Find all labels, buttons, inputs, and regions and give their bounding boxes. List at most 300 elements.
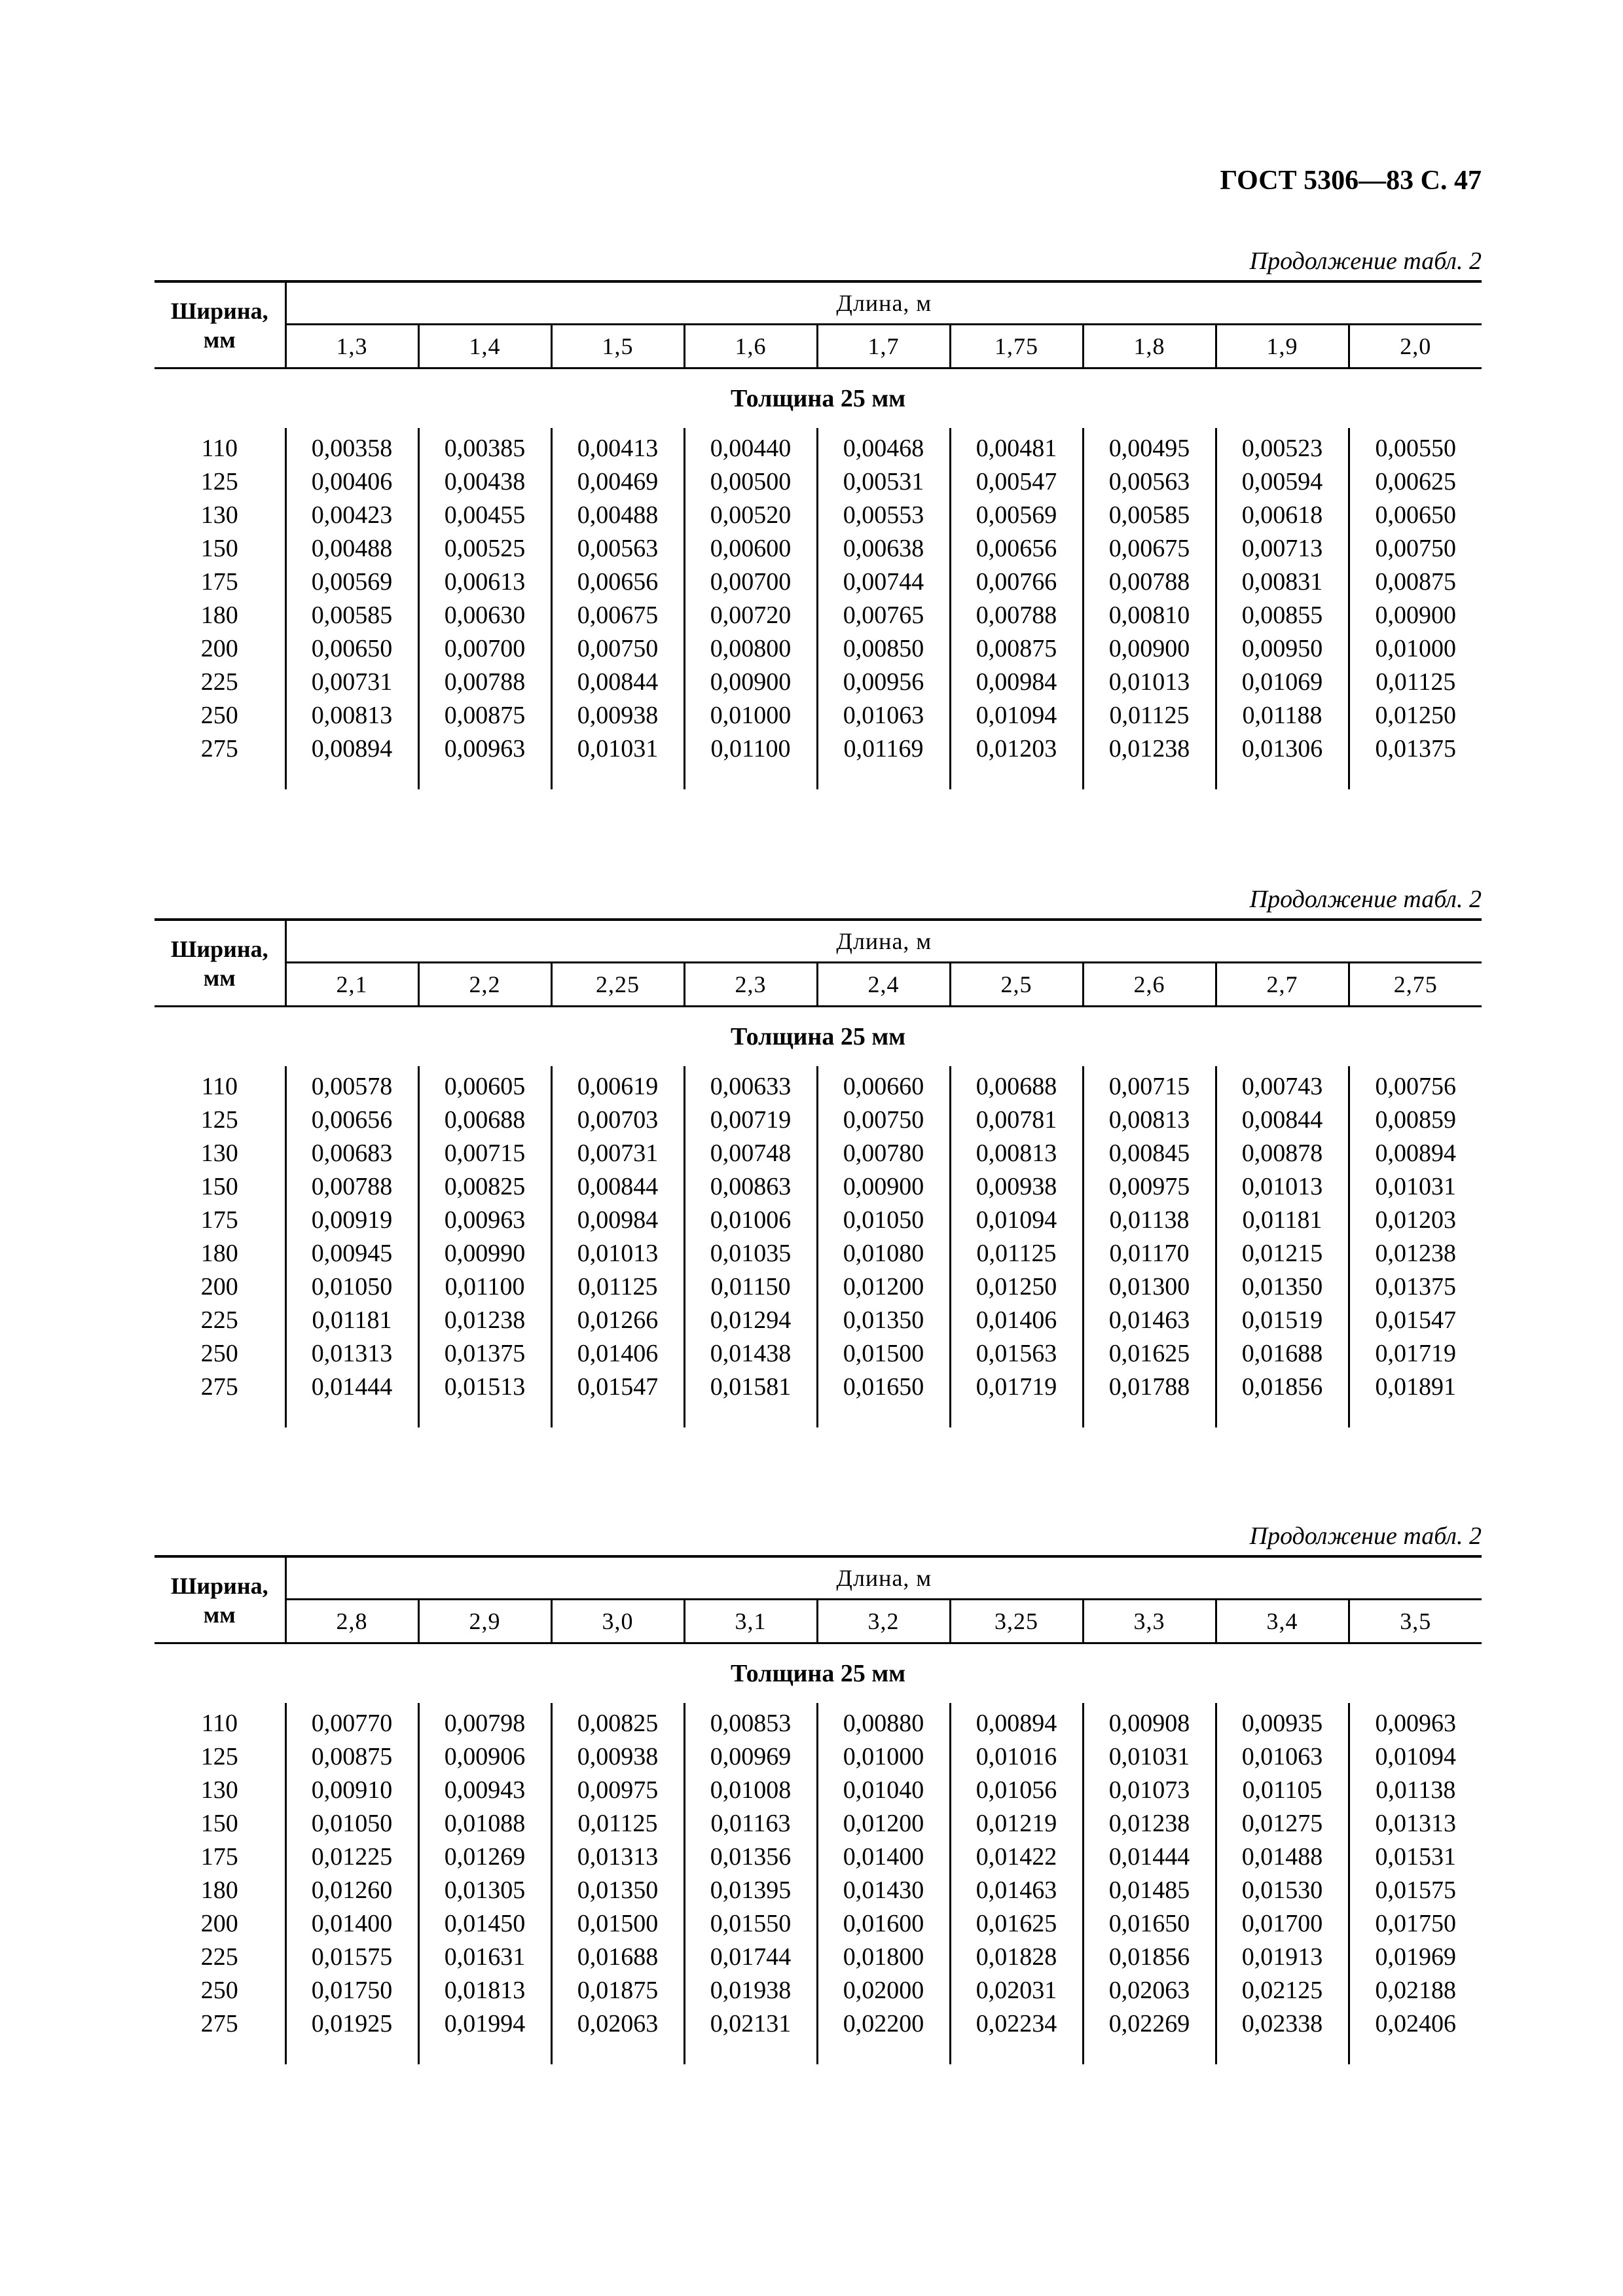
table-block-3 xyxy=(155,1517,1482,2064)
volume-cell: 0,00900 xyxy=(684,666,817,699)
volume-cell: 0,00731 xyxy=(285,666,418,699)
length-column-header: 2,6 xyxy=(1083,963,1216,1007)
volume-cell: 0,00656 xyxy=(285,1103,418,1137)
row-width-cell: 225 xyxy=(200,1306,238,1334)
volume-cell: 0,01563 xyxy=(950,1337,1083,1371)
volume-cell: 0,01400 xyxy=(817,1840,950,1874)
volume-cell: 0,00813 xyxy=(285,699,418,732)
volume-cell: 0,01040 xyxy=(817,1774,950,1807)
table-row xyxy=(155,1170,1482,1204)
table-row xyxy=(155,1103,1482,1137)
volume-cell: 0,00656 xyxy=(551,565,684,599)
volume-cell: 0,01406 xyxy=(950,1304,1083,1337)
row-width-cell: 150 xyxy=(200,1810,238,1837)
volume-cell: 0,00594 xyxy=(1216,465,1349,499)
volume-cell: 0,01056 xyxy=(950,1774,1083,1807)
volume-cell: 0,01938 xyxy=(684,1974,817,2007)
volume-cell: 0,00813 xyxy=(1083,1103,1216,1137)
volume-cell: 0,01080 xyxy=(817,1237,950,1270)
volume-cell: 0,01625 xyxy=(950,1907,1083,1941)
volume-cell: 0,00831 xyxy=(1216,565,1349,599)
volume-cell: 0,00688 xyxy=(950,1066,1083,1103)
row-width-cell: 200 xyxy=(200,635,238,662)
volume-cell: 0,01925 xyxy=(285,2007,418,2041)
row-width-cell: 130 xyxy=(200,1776,238,1804)
volume-cell: 0,00950 xyxy=(1216,632,1349,666)
volume-cell: 0,01444 xyxy=(1083,1840,1216,1874)
volume-cell: 0,00800 xyxy=(684,632,817,666)
volume-cell: 0,01125 xyxy=(950,1237,1083,1270)
volume-cell: 0,01306 xyxy=(1216,732,1349,766)
volume-cell: 0,01219 xyxy=(950,1807,1083,1840)
volume-cell: 0,01485 xyxy=(1083,1874,1216,1907)
volume-cell: 0,00656 xyxy=(950,532,1083,565)
volume-cell: 0,01463 xyxy=(950,1874,1083,1907)
volume-cell: 0,01406 xyxy=(551,1337,684,1371)
row-width-cell: 110 xyxy=(201,435,238,462)
row-width-cell: 275 xyxy=(200,1373,238,1401)
volume-cell: 0,00810 xyxy=(1083,599,1216,632)
volume-cell: 0,00894 xyxy=(950,1703,1083,1740)
volume-cell: 0,00975 xyxy=(551,1774,684,1807)
data-table xyxy=(155,1555,1482,2064)
table-row xyxy=(155,465,1482,499)
row-width-cell: 275 xyxy=(200,2010,238,2037)
length-column-header: 1,5 xyxy=(551,325,684,368)
volume-cell: 0,01650 xyxy=(817,1371,950,1404)
row-width-cell: 125 xyxy=(200,468,238,495)
volume-cell: 0,00675 xyxy=(1083,532,1216,565)
volume-cell: 0,01500 xyxy=(551,1907,684,1941)
volume-cell: 0,01513 xyxy=(418,1371,551,1404)
volume-cell: 0,00863 xyxy=(684,1170,817,1204)
table-bottom-spacer xyxy=(155,1404,1482,1427)
width-header-line: мм xyxy=(203,1601,236,1628)
volume-cell: 0,01006 xyxy=(684,1204,817,1237)
volume-cell: 0,01000 xyxy=(684,699,817,732)
volume-cell: 0,01700 xyxy=(1216,1907,1349,1941)
volume-cell: 0,01530 xyxy=(1216,1874,1349,1907)
row-width-cell: 225 xyxy=(200,1943,238,1971)
table-bottom-spacer xyxy=(155,766,1482,789)
width-header-line: мм xyxy=(203,326,236,353)
volume-cell: 0,00943 xyxy=(418,1774,551,1807)
length-column-header: 1,75 xyxy=(950,325,1083,368)
volume-cell: 0,02125 xyxy=(1216,1974,1349,2007)
volume-cell: 0,01250 xyxy=(950,1270,1083,1304)
volume-cell: 0,01891 xyxy=(1349,1371,1482,1404)
volume-cell: 0,00619 xyxy=(551,1066,684,1103)
volume-cell: 0,01269 xyxy=(418,1840,551,1874)
volume-cell: 0,00900 xyxy=(1083,632,1216,666)
thickness-label: Толщина 25 мм xyxy=(731,385,906,412)
volume-cell: 0,01035 xyxy=(684,1237,817,1270)
volume-cell: 0,00600 xyxy=(684,532,817,565)
volume-cell: 0,00720 xyxy=(684,599,817,632)
volume-cell: 0,00438 xyxy=(418,465,551,499)
volume-cell: 0,01813 xyxy=(418,1974,551,2007)
width-header xyxy=(155,920,285,1007)
volume-cell: 0,01063 xyxy=(817,699,950,732)
volume-cell: 0,00547 xyxy=(950,465,1083,499)
volume-cell: 0,02406 xyxy=(1349,2007,1482,2041)
volume-cell: 0,01000 xyxy=(1349,632,1482,666)
table-row xyxy=(155,1337,1482,1371)
volume-cell: 0,01356 xyxy=(684,1840,817,1874)
volume-cell: 0,00703 xyxy=(551,1103,684,1137)
volume-cell: 0,01400 xyxy=(285,1907,418,1941)
volume-cell: 0,00788 xyxy=(285,1170,418,1204)
volume-cell: 0,00910 xyxy=(285,1774,418,1807)
volume-cell: 0,00385 xyxy=(418,428,551,465)
volume-cell: 0,00938 xyxy=(950,1170,1083,1204)
table-row xyxy=(155,666,1482,699)
volume-cell: 0,00825 xyxy=(551,1703,684,1740)
length-column-header: 2,3 xyxy=(684,963,817,1007)
row-width-cell: 250 xyxy=(200,1340,238,1367)
volume-cell: 0,01488 xyxy=(1216,1840,1349,1874)
volume-cell: 0,00984 xyxy=(950,666,1083,699)
volume-cell: 0,00488 xyxy=(551,499,684,532)
row-width-cell: 110 xyxy=(201,1073,238,1100)
volume-cell: 0,00756 xyxy=(1349,1066,1482,1103)
volume-cell: 0,01375 xyxy=(1349,1270,1482,1304)
volume-cell: 0,00919 xyxy=(285,1204,418,1237)
volume-cell: 0,01350 xyxy=(1216,1270,1349,1304)
length-column-header: 1,6 xyxy=(684,325,817,368)
volume-cell: 0,01031 xyxy=(551,732,684,766)
length-column-header: 3,25 xyxy=(950,1600,1083,1643)
volume-cell: 0,00894 xyxy=(1349,1137,1482,1170)
volume-cell: 0,00688 xyxy=(418,1103,551,1137)
row-width-cell: 180 xyxy=(200,1240,238,1267)
volume-cell: 0,00423 xyxy=(285,499,418,532)
volume-cell: 0,01138 xyxy=(1083,1204,1216,1237)
volume-cell: 0,00855 xyxy=(1216,599,1349,632)
volume-cell: 0,02131 xyxy=(684,2007,817,2041)
volume-cell: 0,00844 xyxy=(551,1170,684,1204)
thickness-label: Толщина 25 мм xyxy=(731,1660,906,1687)
volume-cell: 0,00875 xyxy=(1349,565,1482,599)
volume-cell: 0,01313 xyxy=(1349,1807,1482,1840)
volume-cell: 0,00906 xyxy=(418,1740,551,1774)
thickness-label: Толщина 25 мм xyxy=(731,1023,906,1050)
volume-cell: 0,00613 xyxy=(418,565,551,599)
volume-cell: 0,00630 xyxy=(418,599,551,632)
table-row xyxy=(155,1270,1482,1304)
volume-cell: 0,00520 xyxy=(684,499,817,532)
volume-cell: 0,00850 xyxy=(817,632,950,666)
volume-cell: 0,00900 xyxy=(1349,599,1482,632)
volume-cell: 0,00700 xyxy=(418,632,551,666)
volume-cell: 0,00413 xyxy=(551,428,684,465)
volume-cell: 0,01575 xyxy=(1349,1874,1482,1907)
volume-cell: 0,00569 xyxy=(950,499,1083,532)
volume-cell: 0,00618 xyxy=(1216,499,1349,532)
volume-cell: 0,00660 xyxy=(817,1066,950,1103)
volume-cell: 0,00844 xyxy=(551,666,684,699)
table-row xyxy=(155,1137,1482,1170)
volume-cell: 0,01575 xyxy=(285,1941,418,1974)
volume-cell: 0,00781 xyxy=(950,1103,1083,1137)
table-row xyxy=(155,1703,1482,1740)
volume-cell: 0,01013 xyxy=(551,1237,684,1270)
volume-cell: 0,02338 xyxy=(1216,2007,1349,2041)
volume-cell: 0,01238 xyxy=(1083,1807,1216,1840)
row-width-cell: 250 xyxy=(200,702,238,729)
volume-cell: 0,01100 xyxy=(418,1270,551,1304)
volume-cell: 0,01994 xyxy=(418,2007,551,2041)
length-column-header: 2,0 xyxy=(1349,325,1482,368)
volume-cell: 0,00788 xyxy=(418,666,551,699)
table-row xyxy=(155,699,1482,732)
volume-cell: 0,00605 xyxy=(418,1066,551,1103)
volume-cell: 0,01200 xyxy=(817,1807,950,1840)
table-row xyxy=(155,1774,1482,1807)
volume-cell: 0,00455 xyxy=(418,499,551,532)
volume-cell: 0,00765 xyxy=(817,599,950,632)
volume-cell: 0,00813 xyxy=(950,1137,1083,1170)
length-column-header: 1,4 xyxy=(418,325,551,368)
volume-cell: 0,01875 xyxy=(551,1974,684,2007)
volume-cell: 0,02000 xyxy=(817,1974,950,2007)
row-width-cell: 180 xyxy=(200,1876,238,1904)
table-row xyxy=(155,428,1482,465)
volume-cell: 0,01125 xyxy=(1349,666,1482,699)
row-width-cell: 150 xyxy=(200,535,238,562)
volume-cell: 0,01203 xyxy=(950,732,1083,766)
length-column-header: 3,4 xyxy=(1216,1600,1349,1643)
volume-cell: 0,01063 xyxy=(1216,1740,1349,1774)
volume-cell: 0,01395 xyxy=(684,1874,817,1907)
volume-cell: 0,01266 xyxy=(551,1304,684,1337)
volume-cell: 0,01531 xyxy=(1349,1840,1482,1874)
volume-cell: 0,01444 xyxy=(285,1371,418,1404)
volume-cell: 0,01550 xyxy=(684,1907,817,1941)
volume-cell: 0,01225 xyxy=(285,1840,418,1874)
volume-cell: 0,00500 xyxy=(684,465,817,499)
page-header: ГОСТ 5306—83 С. 47 xyxy=(1220,166,1482,196)
volume-cell: 0,01719 xyxy=(950,1371,1083,1404)
volume-cell: 0,01125 xyxy=(1083,699,1216,732)
table-row xyxy=(155,732,1482,766)
volume-cell: 0,01094 xyxy=(950,1204,1083,1237)
volume-cell: 0,01350 xyxy=(551,1874,684,1907)
volume-cell: 0,00825 xyxy=(418,1170,551,1204)
volume-cell: 0,00585 xyxy=(285,599,418,632)
volume-cell: 0,00713 xyxy=(1216,532,1349,565)
table-row xyxy=(155,1807,1482,1840)
volume-cell: 0,01125 xyxy=(551,1270,684,1304)
volume-cell: 0,00715 xyxy=(418,1137,551,1170)
volume-cell: 0,00719 xyxy=(684,1103,817,1137)
table-caption: Продолжение табл. 2 xyxy=(1249,247,1482,275)
length-column-header: 2,8 xyxy=(285,1600,418,1643)
row-width-cell: 175 xyxy=(200,1206,238,1234)
volume-cell: 0,00969 xyxy=(684,1740,817,1774)
volume-cell: 0,01031 xyxy=(1083,1740,1216,1774)
volume-cell: 0,01547 xyxy=(1349,1304,1482,1337)
volume-cell: 0,00788 xyxy=(1083,565,1216,599)
length-header: Длина, м xyxy=(285,1556,1482,1600)
length-column-header: 2,5 xyxy=(950,963,1083,1007)
volume-cell: 0,01260 xyxy=(285,1874,418,1907)
volume-cell: 0,01250 xyxy=(1349,699,1482,732)
volume-cell: 0,01438 xyxy=(684,1337,817,1371)
volume-cell: 0,01519 xyxy=(1216,1304,1349,1337)
volume-cell: 0,01238 xyxy=(1083,732,1216,766)
volume-cell: 0,00956 xyxy=(817,666,950,699)
volume-cell: 0,01313 xyxy=(551,1840,684,1874)
volume-cell: 0,01463 xyxy=(1083,1304,1216,1337)
volume-cell: 0,01750 xyxy=(285,1974,418,2007)
volume-cell: 0,00638 xyxy=(817,532,950,565)
volume-cell: 0,01000 xyxy=(817,1740,950,1774)
volume-cell: 0,01188 xyxy=(1216,699,1349,732)
row-width-cell: 180 xyxy=(200,601,238,629)
volume-cell: 0,01203 xyxy=(1349,1204,1482,1237)
table-row xyxy=(155,1974,1482,2007)
table-row xyxy=(155,499,1482,532)
volume-cell: 0,00683 xyxy=(285,1137,418,1170)
volume-cell: 0,02234 xyxy=(950,2007,1083,2041)
table-row xyxy=(155,1740,1482,1774)
volume-cell: 0,00894 xyxy=(285,732,418,766)
volume-cell: 0,01008 xyxy=(684,1774,817,1807)
volume-cell: 0,01688 xyxy=(551,1941,684,1974)
volume-cell: 0,00744 xyxy=(817,565,950,599)
volume-cell: 0,02063 xyxy=(1083,1974,1216,2007)
volume-cell: 0,00945 xyxy=(285,1237,418,1270)
volume-cell: 0,02063 xyxy=(551,2007,684,2041)
length-column-header: 3,5 xyxy=(1349,1600,1482,1643)
row-width-cell: 250 xyxy=(200,1977,238,2004)
table-row xyxy=(155,1371,1482,1404)
volume-cell: 0,01788 xyxy=(1083,1371,1216,1404)
volume-cell: 0,00975 xyxy=(1083,1170,1216,1204)
table-row xyxy=(155,1874,1482,1907)
volume-cell: 0,00908 xyxy=(1083,1703,1216,1740)
row-width-cell: 110 xyxy=(201,1710,238,1737)
row-width-cell: 275 xyxy=(200,735,238,762)
volume-cell: 0,00766 xyxy=(950,565,1083,599)
table-row xyxy=(155,1204,1482,1237)
volume-cell: 0,01275 xyxy=(1216,1807,1349,1840)
volume-cell: 0,00770 xyxy=(285,1703,418,1740)
volume-cell: 0,00853 xyxy=(684,1703,817,1740)
volume-cell: 0,00650 xyxy=(285,632,418,666)
volume-cell: 0,00875 xyxy=(285,1740,418,1774)
volume-cell: 0,01181 xyxy=(1216,1204,1349,1237)
volume-cell: 0,01105 xyxy=(1216,1774,1349,1807)
row-width-cell: 175 xyxy=(200,568,238,596)
volume-cell: 0,01238 xyxy=(418,1304,551,1337)
volume-cell: 0,01050 xyxy=(285,1270,418,1304)
volume-cell: 0,00963 xyxy=(418,732,551,766)
volume-cell: 0,01050 xyxy=(285,1807,418,1840)
width-header-line: Ширина, xyxy=(170,1572,268,1599)
table-caption: Продолжение табл. 2 xyxy=(1249,1522,1482,1550)
volume-cell: 0,00578 xyxy=(285,1066,418,1103)
volume-cell: 0,00900 xyxy=(817,1170,950,1204)
volume-cell: 0,01169 xyxy=(817,732,950,766)
volume-cell: 0,00495 xyxy=(1083,428,1216,465)
volume-cell: 0,01138 xyxy=(1349,1774,1482,1807)
volume-cell: 0,01375 xyxy=(1349,732,1482,766)
table-block-2 xyxy=(155,880,1482,1427)
volume-cell: 0,00859 xyxy=(1349,1103,1482,1137)
volume-cell: 0,00880 xyxy=(817,1703,950,1740)
volume-cell: 0,00715 xyxy=(1083,1066,1216,1103)
volume-cell: 0,00531 xyxy=(817,465,950,499)
volume-cell: 0,00358 xyxy=(285,428,418,465)
volume-cell: 0,00633 xyxy=(684,1066,817,1103)
volume-cell: 0,01500 xyxy=(817,1337,950,1371)
length-column-header: 1,8 xyxy=(1083,325,1216,368)
volume-cell: 0,01069 xyxy=(1216,666,1349,699)
row-width-cell: 175 xyxy=(200,1843,238,1871)
table-row xyxy=(155,2007,1482,2041)
volume-cell: 0,01125 xyxy=(551,1807,684,1840)
volume-cell: 0,00440 xyxy=(684,428,817,465)
volume-cell: 0,01300 xyxy=(1083,1270,1216,1304)
volume-cell: 0,01163 xyxy=(684,1807,817,1840)
volume-cell: 0,01088 xyxy=(418,1807,551,1840)
volume-cell: 0,00780 xyxy=(817,1137,950,1170)
volume-cell: 0,00731 xyxy=(551,1137,684,1170)
volume-cell: 0,01422 xyxy=(950,1840,1083,1874)
volume-cell: 0,01581 xyxy=(684,1371,817,1404)
volume-cell: 0,00525 xyxy=(418,532,551,565)
volume-cell: 0,01170 xyxy=(1083,1237,1216,1270)
volume-cell: 0,01600 xyxy=(817,1907,950,1941)
volume-cell: 0,01547 xyxy=(551,1371,684,1404)
volume-cell: 0,00878 xyxy=(1216,1137,1349,1170)
volume-cell: 0,00845 xyxy=(1083,1137,1216,1170)
volume-cell: 0,01625 xyxy=(1083,1337,1216,1371)
volume-cell: 0,01094 xyxy=(950,699,1083,732)
volume-cell: 0,00798 xyxy=(418,1703,551,1740)
row-width-cell: 130 xyxy=(200,1139,238,1167)
width-header xyxy=(155,281,285,368)
row-width-cell: 200 xyxy=(200,1273,238,1300)
table-block-1 xyxy=(155,242,1482,789)
volume-cell: 0,00963 xyxy=(1349,1703,1482,1740)
volume-cell: 0,01073 xyxy=(1083,1774,1216,1807)
volume-cell: 0,00875 xyxy=(418,699,551,732)
volume-cell: 0,01430 xyxy=(817,1874,950,1907)
length-column-header: 3,3 xyxy=(1083,1600,1216,1643)
table-caption: Продолжение табл. 2 xyxy=(1249,886,1482,913)
row-width-cell: 200 xyxy=(200,1910,238,1937)
volume-cell: 0,01969 xyxy=(1349,1941,1482,1974)
length-column-header: 1,7 xyxy=(817,325,950,368)
volume-cell: 0,00700 xyxy=(684,565,817,599)
volume-cell: 0,00553 xyxy=(817,499,950,532)
volume-cell: 0,00406 xyxy=(285,465,418,499)
volume-cell: 0,00481 xyxy=(950,428,1083,465)
length-column-header: 3,1 xyxy=(684,1600,817,1643)
volume-cell: 0,01688 xyxy=(1216,1337,1349,1371)
row-width-cell: 125 xyxy=(200,1106,238,1134)
table-row xyxy=(155,565,1482,599)
row-width-cell: 150 xyxy=(200,1173,238,1200)
length-column-header: 3,0 xyxy=(551,1600,684,1643)
volume-cell: 0,01913 xyxy=(1216,1941,1349,1974)
length-column-header: 1,3 xyxy=(285,325,418,368)
volume-cell: 0,01050 xyxy=(817,1204,950,1237)
data-table xyxy=(155,918,1482,1427)
